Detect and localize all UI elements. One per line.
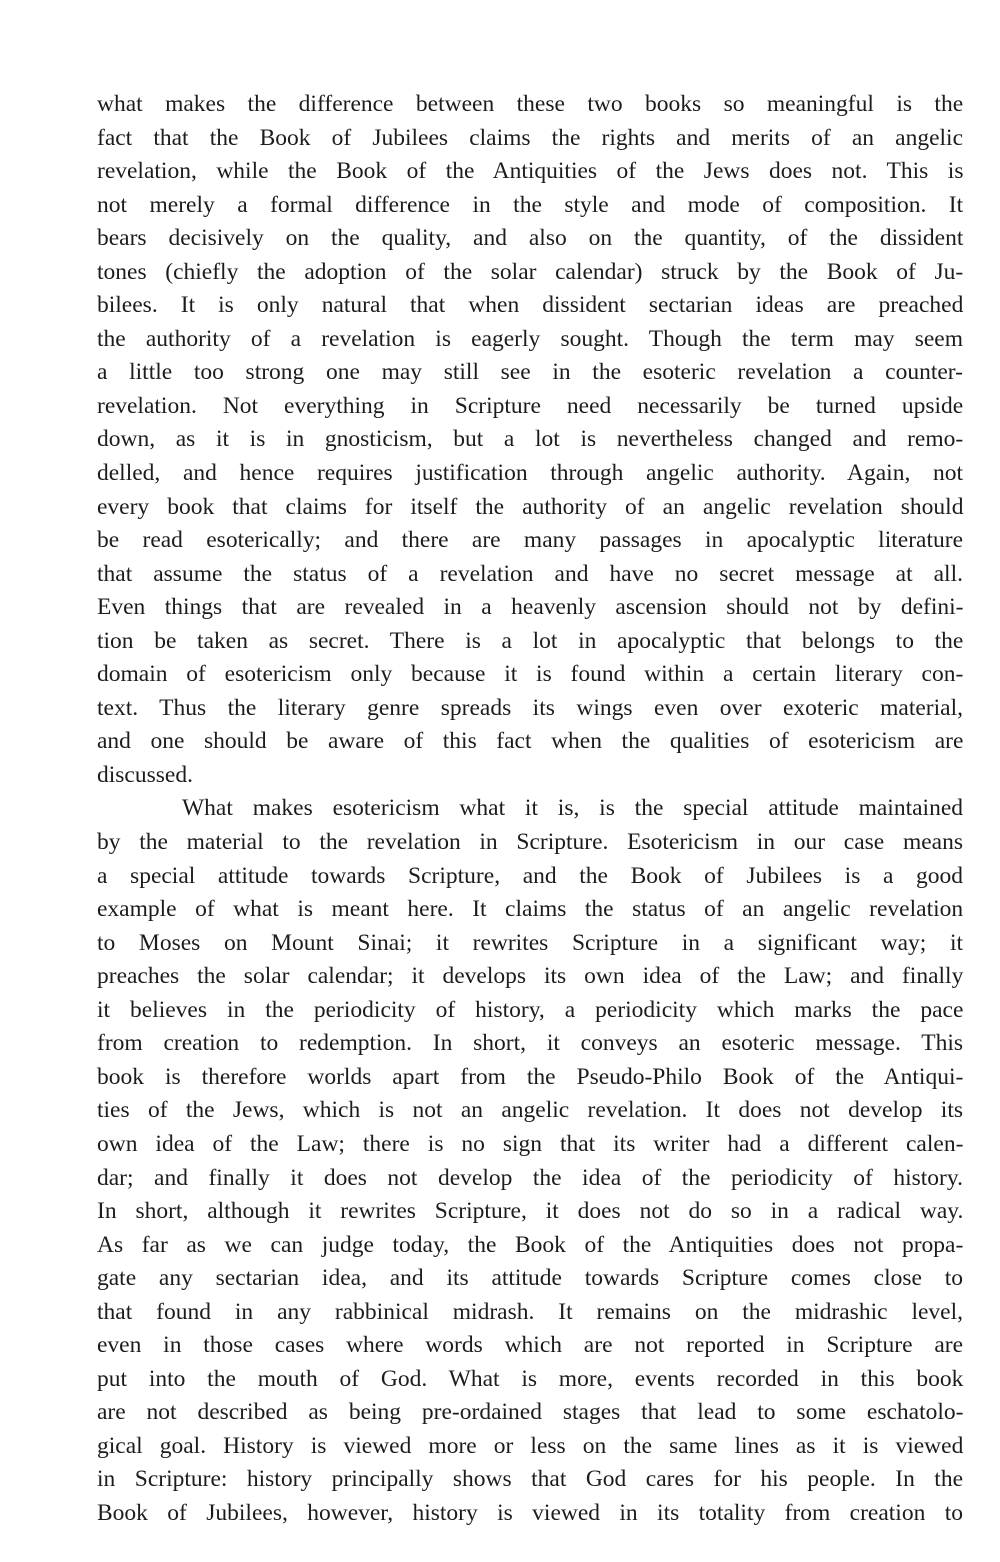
text-line: delled, and hence requires justification through angelic authority. Again, not bbox=[97, 460, 964, 487]
paragraph-1 bbox=[97, 88, 963, 792]
text-line: bears decisively on the quality, and also on the quantity, of the dissident bbox=[97, 225, 964, 252]
text-line: preaches the solar calendar; it develops its own idea of the Law; and finally bbox=[97, 963, 964, 990]
text-line: every book that claims for itself the authority of an angelic revelation should bbox=[97, 493, 964, 520]
text-line: In short, although it rewrites Scripture, it does not do so in a radical way. bbox=[97, 1198, 964, 1225]
text-line: As far as we can judge today, the Book of the Antiquities does not propa- bbox=[97, 1231, 964, 1258]
text-line: gical goal. History is viewed more or less on the same lines as it is viewed bbox=[97, 1432, 964, 1459]
text-line: book is therefore worlds apart from the Pseudo-Philo Book of the Antiqui- bbox=[97, 1063, 964, 1090]
text-line: dar; and finally it does not develop the idea of the periodicity of history. bbox=[97, 1164, 963, 1191]
text-line: ties of the Jews, which is not an angelic revelation. It does not develop its bbox=[97, 1097, 963, 1124]
text-line: What makes esotericism what it is, is the special attitude maintained bbox=[182, 795, 963, 822]
text-line: even in those cases where words which are not reported in Scripture are bbox=[97, 1332, 963, 1359]
text-line: own idea of the Law; there is no sign that its writer had a different calen- bbox=[97, 1130, 964, 1157]
text-line: not merely a formal difference in the style and mode of composition. It bbox=[97, 191, 964, 218]
text-line: that assume the status of a revelation and have no secret message at all. bbox=[97, 560, 963, 587]
text-line: text. Thus the literary genre spreads its wings even over exoteric material, bbox=[97, 694, 963, 721]
text-line: by the material to the revelation in Scripture. Esotericism in our case means bbox=[97, 829, 963, 856]
text-line: Book of Jubilees, however, history is viewed in its totality from creation to bbox=[97, 1499, 963, 1526]
text-line: example of what is meant here. It claims the status of an angelic revelation bbox=[97, 896, 964, 923]
text-line: bilees. It is only natural that when dissident sectarian ideas are preached bbox=[97, 292, 964, 319]
text-line: in Scripture: history principally shows that God cares for his people. In the bbox=[97, 1466, 963, 1493]
text-line: down, as it is in gnosticism, but a lot is nevertheless changed and remo- bbox=[97, 426, 964, 453]
paragraph-2 bbox=[97, 792, 963, 1530]
text-line: be read esoterically; and there are many passages in apocalyptic literature bbox=[97, 527, 963, 554]
text-line: that found in any rabbinical midrash. It remains on the midrashic level, bbox=[97, 1298, 963, 1325]
text-line: it believes in the periodicity of history, a periodicity which marks the pace bbox=[97, 996, 964, 1023]
text-line: what makes the difference between these two books so meaningful is the bbox=[97, 91, 964, 117]
text-line: discussed. bbox=[97, 761, 193, 788]
text-line: and one should be aware of this fact when the qualities of esotericism are bbox=[97, 728, 964, 755]
text-line: the authority of a revelation is eagerly sought. Though the term may seem bbox=[97, 325, 963, 352]
text-line: revelation, while the Book of the Antiquities of the Jews does not. This is bbox=[97, 158, 964, 185]
text-line: tion be taken as secret. There is a lot in apocalyptic that belongs to the bbox=[97, 627, 964, 654]
text-line: from creation to redemption. In short, it conveys an esoteric message. This bbox=[97, 1030, 963, 1057]
text-line: Even things that are revealed in a heavenly ascension should not by defini- bbox=[97, 594, 964, 621]
text-line: fact that the Book of Jubilees claims the rights and merits of an angelic bbox=[97, 124, 963, 151]
text-line: domain of esotericism only because it is found within a certain literary con- bbox=[97, 661, 964, 688]
text-line: to Moses on Mount Sinai; it rewrites Scripture in a significant way; it bbox=[97, 929, 963, 956]
text-line: revelation. Not everything in Scripture need necessarily be turned upside bbox=[97, 392, 964, 419]
text-line: gate any sectarian idea, and its attitude towards Scripture comes close to bbox=[97, 1265, 963, 1292]
text-line: are not described as being pre-ordained stages that lead to some eschatolo- bbox=[97, 1399, 964, 1426]
text-line: put into the mouth of God. What is more, events recorded in this book bbox=[97, 1365, 964, 1392]
text-line: a special attitude towards Scripture, and the Book of Jubilees is a good bbox=[97, 862, 964, 889]
text-line: tones (chiefly the adoption of the solar calendar) struck by the Book of Ju- bbox=[97, 258, 964, 285]
text-line: a little too strong one may still see in the esoteric revelation a counter- bbox=[97, 359, 963, 386]
body-text bbox=[97, 88, 963, 1531]
